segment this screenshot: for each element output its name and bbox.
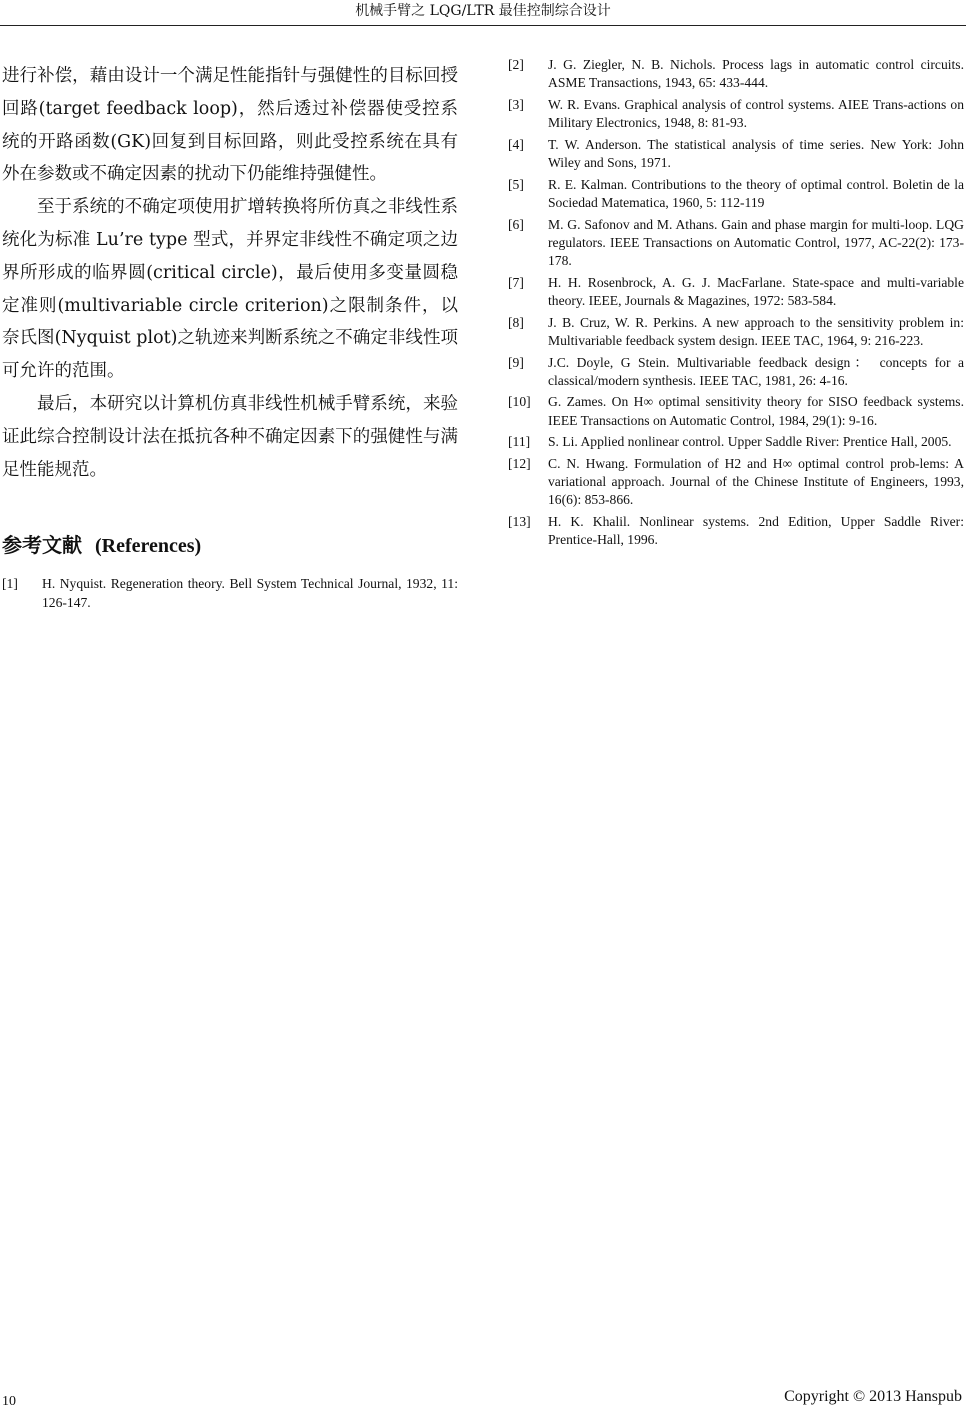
- right-column: [508, 56, 964, 553]
- reference-item: [508, 433, 964, 451]
- reference-number: [6]: [508, 216, 524, 232]
- reference-text: C. N. Hwang. Formulation of H2 and H∞ optimal control prob-lems: A variational approach. Journal of the Chinese Institute of Engineers, 1993, 16(6): 853-866.: [548, 456, 964, 508]
- reference-text: R. E. Kalman. Contributions to the theory of optimal control. Boletin de la Sociedad Matematica, 1960, 5: 112-119: [548, 176, 964, 210]
- reference-list-left: [2, 575, 458, 611]
- reference-number: [3]: [508, 96, 524, 112]
- reference-item: [508, 96, 964, 132]
- reference-text: W. R. Evans. Graphical analysis of control systems. AIEE Trans-actions on Military Electronics, 1948, 8: 81-93.: [548, 96, 964, 131]
- reference-number: [11]: [508, 434, 531, 450]
- reference-number: [5]: [508, 176, 524, 192]
- left-column: [2, 60, 458, 615]
- running-header: [0, 0, 966, 26]
- reference-item: [508, 455, 964, 510]
- reference-item: [508, 274, 964, 310]
- reference-number: [10]: [508, 394, 531, 410]
- reference-item: [508, 216, 964, 271]
- reference-text: S. Li. Applied nonlinear control. Upper Saddle River: Prentice Hall, 2005.: [548, 434, 952, 450]
- reference-list-right: [508, 56, 964, 550]
- reference-number: [7]: [508, 274, 524, 290]
- reference-text: H. H. Rosenbrock, A. G. J. MacFarlane. State-space and multi-variable theory. IEEE, Journals & Magazines, 1972: 583-584.: [548, 274, 964, 308]
- reference-item: [508, 314, 964, 350]
- reference-item: [508, 56, 964, 92]
- reference-text: J. B. Cruz, W. R. Perkins. A new approach to the sensitivity problem in: Multivariable feedback system design. IEEE TAC, 1964, 9: 216-223.: [548, 314, 964, 348]
- reference-item: [508, 354, 964, 390]
- reference-text: T. W. Anderson. The statistical analysis of time series. New York: John Wiley and Sons, 1971.: [548, 136, 964, 171]
- page-number: 10: [2, 1394, 16, 1409]
- body-paragraph-3: 最后，本研究以计算机仿真非线性机械手臂系统，来验证此综合控制设计法在抵抗各种不确定因素下的强健性与满足性能规范。: [2, 393, 458, 480]
- copyright-notice: Copyright © 2013 Hanspub: [784, 1388, 962, 1405]
- references-heading-cn: 参考文献: [2, 533, 82, 558]
- reference-number: [8]: [508, 314, 524, 330]
- reference-number: [9]: [508, 354, 524, 370]
- reference-text: M. G. Safonov and M. Athans. Gain and phase margin for multi-loop. LQG regulators. IEEE Transactions on Automatic Control, 1977, AC-22(2): 173-178.: [548, 216, 964, 269]
- reference-item: [508, 393, 964, 429]
- reference-text: J.C. Doyle, G Stein. Multivariable feedback design： concepts for a classical/modern synthesis. IEEE TAC, 1981, 26: 4-16.: [548, 354, 964, 388]
- reference-text: G. Zames. On H∞ optimal sensitivity theory for SISO feedback systems. IEEE Transactions on Automatic Control, 1984, 29(1): 9-16.: [548, 394, 964, 428]
- reference-number: [2]: [508, 57, 524, 72]
- reference-item: [508, 176, 964, 212]
- reference-text: H. K. Khalil. Nonlinear systems. 2nd Edition, Upper Saddle River: Prentice-Hall, 1996.: [548, 514, 964, 548]
- references-heading-en: (References): [94, 535, 202, 558]
- reference-item: [2, 575, 458, 611]
- reference-text: H. Nyquist. Regeneration theory. Bell System Technical Journal, 1932, 11: 126-147.: [42, 576, 458, 610]
- reference-number: [13]: [508, 514, 531, 530]
- reference-text: J. G. Ziegler, N. B. Nichols. Process lags in automatic control circuits. ASME Transactions, 1943, 65: 433-444.: [548, 57, 964, 91]
- reference-number: [12]: [508, 456, 531, 472]
- reference-number: [1]: [2, 576, 18, 592]
- body-paragraph-2: 至于系统的不确定项使用扩增转换将所仿真之非线性系统化为标准 Lu’re type 型式，并界定非线性不确定项之边界所形成的临界圆(critical circle)，最后使用多变量圆稳定准则(multivariable circle criterion)之限制条件，以奈氏图(Nyquist plot)之轨迹来判断系统之不确定非线性项可允许的范围。: [2, 197, 458, 382]
- running-header-title: 机械手臂之 LQG/LTR 最佳控制综合设计: [355, 3, 611, 19]
- reference-item: [508, 136, 964, 172]
- references-heading: [2, 532, 458, 559]
- reference-number: [4]: [508, 136, 524, 152]
- body-paragraph-1: 进行补偿，藉由设计一个满足性能指针与强健性的目标回授回路(target feedback loop)，然后透过补偿器使受控系统的开路函数(GK)回复到目标回路，则此受控系统在具有外在参数或不确定因素的扰动下仍能维持强健性。: [2, 66, 458, 185]
- reference-item: [508, 513, 964, 549]
